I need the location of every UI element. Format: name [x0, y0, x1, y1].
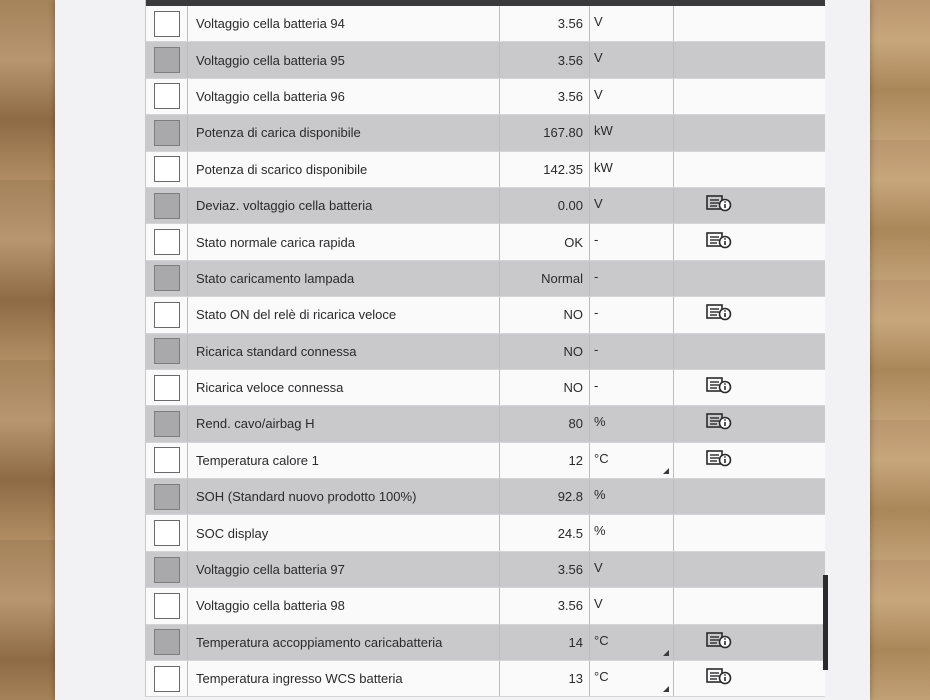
unit-label: -	[594, 232, 599, 248]
info-document-icon[interactable]	[706, 194, 732, 217]
parameter-value: OK	[500, 224, 590, 259]
row-checkbox[interactable]	[154, 557, 180, 583]
row-checkbox-cell[interactable]	[146, 42, 188, 77]
row-checkbox-cell[interactable]	[146, 515, 188, 550]
info-cell[interactable]	[674, 625, 764, 660]
parameter-unit	[590, 443, 674, 478]
info-document-icon[interactable]	[706, 303, 732, 326]
table-row[interactable]	[146, 661, 825, 697]
row-checkbox[interactable]	[154, 47, 180, 73]
table-row[interactable]	[146, 6, 825, 42]
table-row[interactable]	[146, 515, 825, 551]
row-checkbox[interactable]	[154, 302, 180, 328]
parameter-name: Voltaggio cella batteria 97	[188, 552, 500, 587]
table-row[interactable]	[146, 79, 825, 115]
table-row[interactable]	[146, 152, 825, 188]
row-checkbox-cell[interactable]	[146, 334, 188, 369]
parameter-name: Potenza di scarico disponibile	[188, 152, 500, 187]
parameter-value: 12	[500, 443, 590, 478]
row-checkbox[interactable]	[154, 11, 180, 37]
row-checkbox[interactable]	[154, 520, 180, 546]
parameter-value: 13	[500, 661, 590, 696]
info-cell[interactable]	[674, 297, 764, 332]
info-cell[interactable]	[674, 370, 764, 405]
parameter-value: 3.56	[500, 79, 590, 114]
row-checkbox-cell[interactable]	[146, 6, 188, 41]
parameter-value: 24.5	[500, 515, 590, 550]
table-row[interactable]	[146, 406, 825, 442]
table-row[interactable]	[146, 625, 825, 661]
row-checkbox[interactable]	[154, 265, 180, 291]
row-checkbox-cell[interactable]	[146, 661, 188, 696]
parameter-value: 14	[500, 625, 590, 660]
unit-label: %	[594, 523, 606, 539]
parameter-value: 92.8	[500, 479, 590, 514]
info-document-icon[interactable]	[706, 412, 732, 435]
parameter-value: 167.80	[500, 115, 590, 150]
parameter-value: 3.56	[500, 42, 590, 77]
unit-label: V	[594, 195, 603, 211]
parameter-name: Stato caricamento lampada	[188, 261, 500, 296]
info-cell	[674, 152, 764, 187]
unit-label: °C	[594, 450, 609, 466]
parameter-unit	[590, 115, 674, 150]
parameter-unit	[590, 661, 674, 696]
parameter-value: 80	[500, 406, 590, 441]
info-document-icon[interactable]	[706, 376, 732, 399]
row-checkbox[interactable]	[154, 666, 180, 692]
unit-label: -	[594, 341, 599, 357]
parameter-name: Ricarica standard connessa	[188, 334, 500, 369]
parameter-value: NO	[500, 370, 590, 405]
table-row[interactable]	[146, 188, 825, 224]
row-checkbox[interactable]	[154, 447, 180, 473]
parameter-value: NO	[500, 297, 590, 332]
parameter-unit	[590, 625, 674, 660]
row-checkbox[interactable]	[154, 229, 180, 255]
info-cell	[674, 115, 764, 150]
unit-label: V	[594, 86, 603, 102]
parameter-value: 142.35	[500, 152, 590, 187]
row-checkbox[interactable]	[154, 120, 180, 146]
unit-label: V	[594, 50, 603, 66]
parameter-value: 3.56	[500, 588, 590, 623]
parameter-name: Rend. cavo/airbag H	[188, 406, 500, 441]
row-checkbox[interactable]	[154, 629, 180, 655]
table-row[interactable]	[146, 115, 825, 151]
parameter-name: Temperatura calore 1	[188, 443, 500, 478]
table-row[interactable]	[146, 42, 825, 78]
unit-label: kW	[594, 123, 613, 139]
parameter-name: Temperatura ingresso WCS batteria	[188, 661, 500, 696]
row-checkbox-cell[interactable]	[146, 479, 188, 514]
row-checkbox-cell[interactable]	[146, 115, 188, 150]
row-checkbox[interactable]	[154, 156, 180, 182]
unit-label: -	[594, 377, 599, 393]
info-cell	[674, 6, 764, 41]
parameter-value: NO	[500, 334, 590, 369]
unit-label: V	[594, 559, 603, 575]
info-cell[interactable]	[674, 443, 764, 478]
row-checkbox[interactable]	[154, 411, 180, 437]
parameter-unit	[590, 188, 674, 223]
table-row[interactable]	[146, 552, 825, 588]
data-table	[145, 0, 825, 697]
parameter-name: SOC display	[188, 515, 500, 550]
parameter-name: Voltaggio cella batteria 95	[188, 42, 500, 77]
graph-triangle-icon[interactable]	[663, 468, 669, 474]
unit-label: V	[594, 596, 603, 612]
parameter-unit	[590, 261, 674, 296]
row-checkbox[interactable]	[154, 484, 180, 510]
unit-label: %	[594, 414, 606, 430]
row-checkbox-cell[interactable]	[146, 370, 188, 405]
unit-label: °C	[594, 669, 609, 685]
wood-background-right	[870, 0, 930, 700]
unit-label: V	[594, 14, 603, 29]
parameter-unit	[590, 334, 674, 369]
info-cell[interactable]	[674, 188, 764, 223]
row-checkbox-cell[interactable]	[146, 297, 188, 332]
parameter-unit	[590, 224, 674, 259]
info-document-icon[interactable]	[706, 667, 732, 690]
unit-label: °C	[594, 632, 609, 648]
parameter-unit	[590, 406, 674, 441]
unit-label: kW	[594, 159, 613, 175]
row-checkbox-cell[interactable]	[146, 443, 188, 478]
info-cell[interactable]	[674, 661, 764, 696]
info-cell	[674, 552, 764, 587]
parameter-unit	[590, 79, 674, 114]
parameter-name: Ricarica veloce connessa	[188, 370, 500, 405]
row-checkbox[interactable]	[154, 338, 180, 364]
parameter-name: Voltaggio cella batteria 96	[188, 79, 500, 114]
unit-label: -	[594, 305, 599, 321]
parameter-unit	[590, 6, 674, 41]
parameter-name: Stato normale carica rapida	[188, 224, 500, 259]
row-checkbox-cell[interactable]	[146, 188, 188, 223]
row-checkbox-cell[interactable]	[146, 152, 188, 187]
row-checkbox-cell[interactable]	[146, 224, 188, 259]
row-checkbox[interactable]	[154, 375, 180, 401]
info-document-icon[interactable]	[706, 631, 732, 654]
info-document-icon[interactable]	[706, 449, 732, 472]
table-row[interactable]	[146, 479, 825, 515]
info-cell	[674, 42, 764, 77]
table-row[interactable]	[146, 297, 825, 333]
table-row[interactable]	[146, 443, 825, 479]
table-row[interactable]	[146, 261, 825, 297]
parameter-unit	[590, 370, 674, 405]
row-checkbox[interactable]	[154, 193, 180, 219]
scrollbar[interactable]	[823, 575, 828, 670]
parameter-name: Deviaz. voltaggio cella batteria	[188, 188, 500, 223]
parameter-unit	[590, 552, 674, 587]
parameter-value: 3.56	[500, 6, 590, 41]
row-checkbox[interactable]	[154, 83, 180, 109]
table-header-strip	[146, 0, 825, 6]
parameter-unit	[590, 515, 674, 550]
table-row[interactable]	[146, 588, 825, 624]
parameter-name: Voltaggio cella batteria 94	[188, 6, 500, 41]
row-checkbox-cell[interactable]	[146, 406, 188, 441]
parameter-value: 3.56	[500, 552, 590, 587]
printed-sheet	[55, 0, 870, 700]
table-row[interactable]	[146, 370, 825, 406]
graph-triangle-icon[interactable]	[663, 650, 669, 656]
info-cell[interactable]	[674, 224, 764, 259]
row-checkbox-cell[interactable]	[146, 552, 188, 587]
parameter-unit	[590, 588, 674, 623]
info-cell	[674, 334, 764, 369]
parameter-name: Potenza di carica disponibile	[188, 115, 500, 150]
info-cell	[674, 515, 764, 550]
parameter-name: Voltaggio cella batteria 98	[188, 588, 500, 623]
info-cell[interactable]	[674, 406, 764, 441]
parameter-unit	[590, 479, 674, 514]
info-cell	[674, 261, 764, 296]
info-document-icon[interactable]	[706, 231, 732, 254]
parameter-unit	[590, 297, 674, 332]
parameter-unit	[590, 152, 674, 187]
parameter-value: Normal	[500, 261, 590, 296]
row-checkbox-cell[interactable]	[146, 588, 188, 623]
table-row[interactable]	[146, 334, 825, 370]
parameter-unit	[590, 42, 674, 77]
parameter-name: Temperatura accoppiamento caricabatteria	[188, 625, 500, 660]
table-row[interactable]	[146, 224, 825, 260]
row-checkbox-cell[interactable]	[146, 261, 188, 296]
info-cell	[674, 588, 764, 623]
parameter-name: Stato ON del relè di ricarica veloce	[188, 297, 500, 332]
parameter-name: SOH (Standard nuovo prodotto 100%)	[188, 479, 500, 514]
row-checkbox[interactable]	[154, 593, 180, 619]
wood-background-left	[0, 0, 55, 700]
unit-label: -	[594, 268, 599, 284]
parameter-value: 0.00	[500, 188, 590, 223]
graph-triangle-icon[interactable]	[663, 686, 669, 692]
info-cell	[674, 79, 764, 114]
info-cell	[674, 479, 764, 514]
unit-label: %	[594, 487, 606, 503]
row-checkbox-cell[interactable]	[146, 625, 188, 660]
row-checkbox-cell[interactable]	[146, 79, 188, 114]
